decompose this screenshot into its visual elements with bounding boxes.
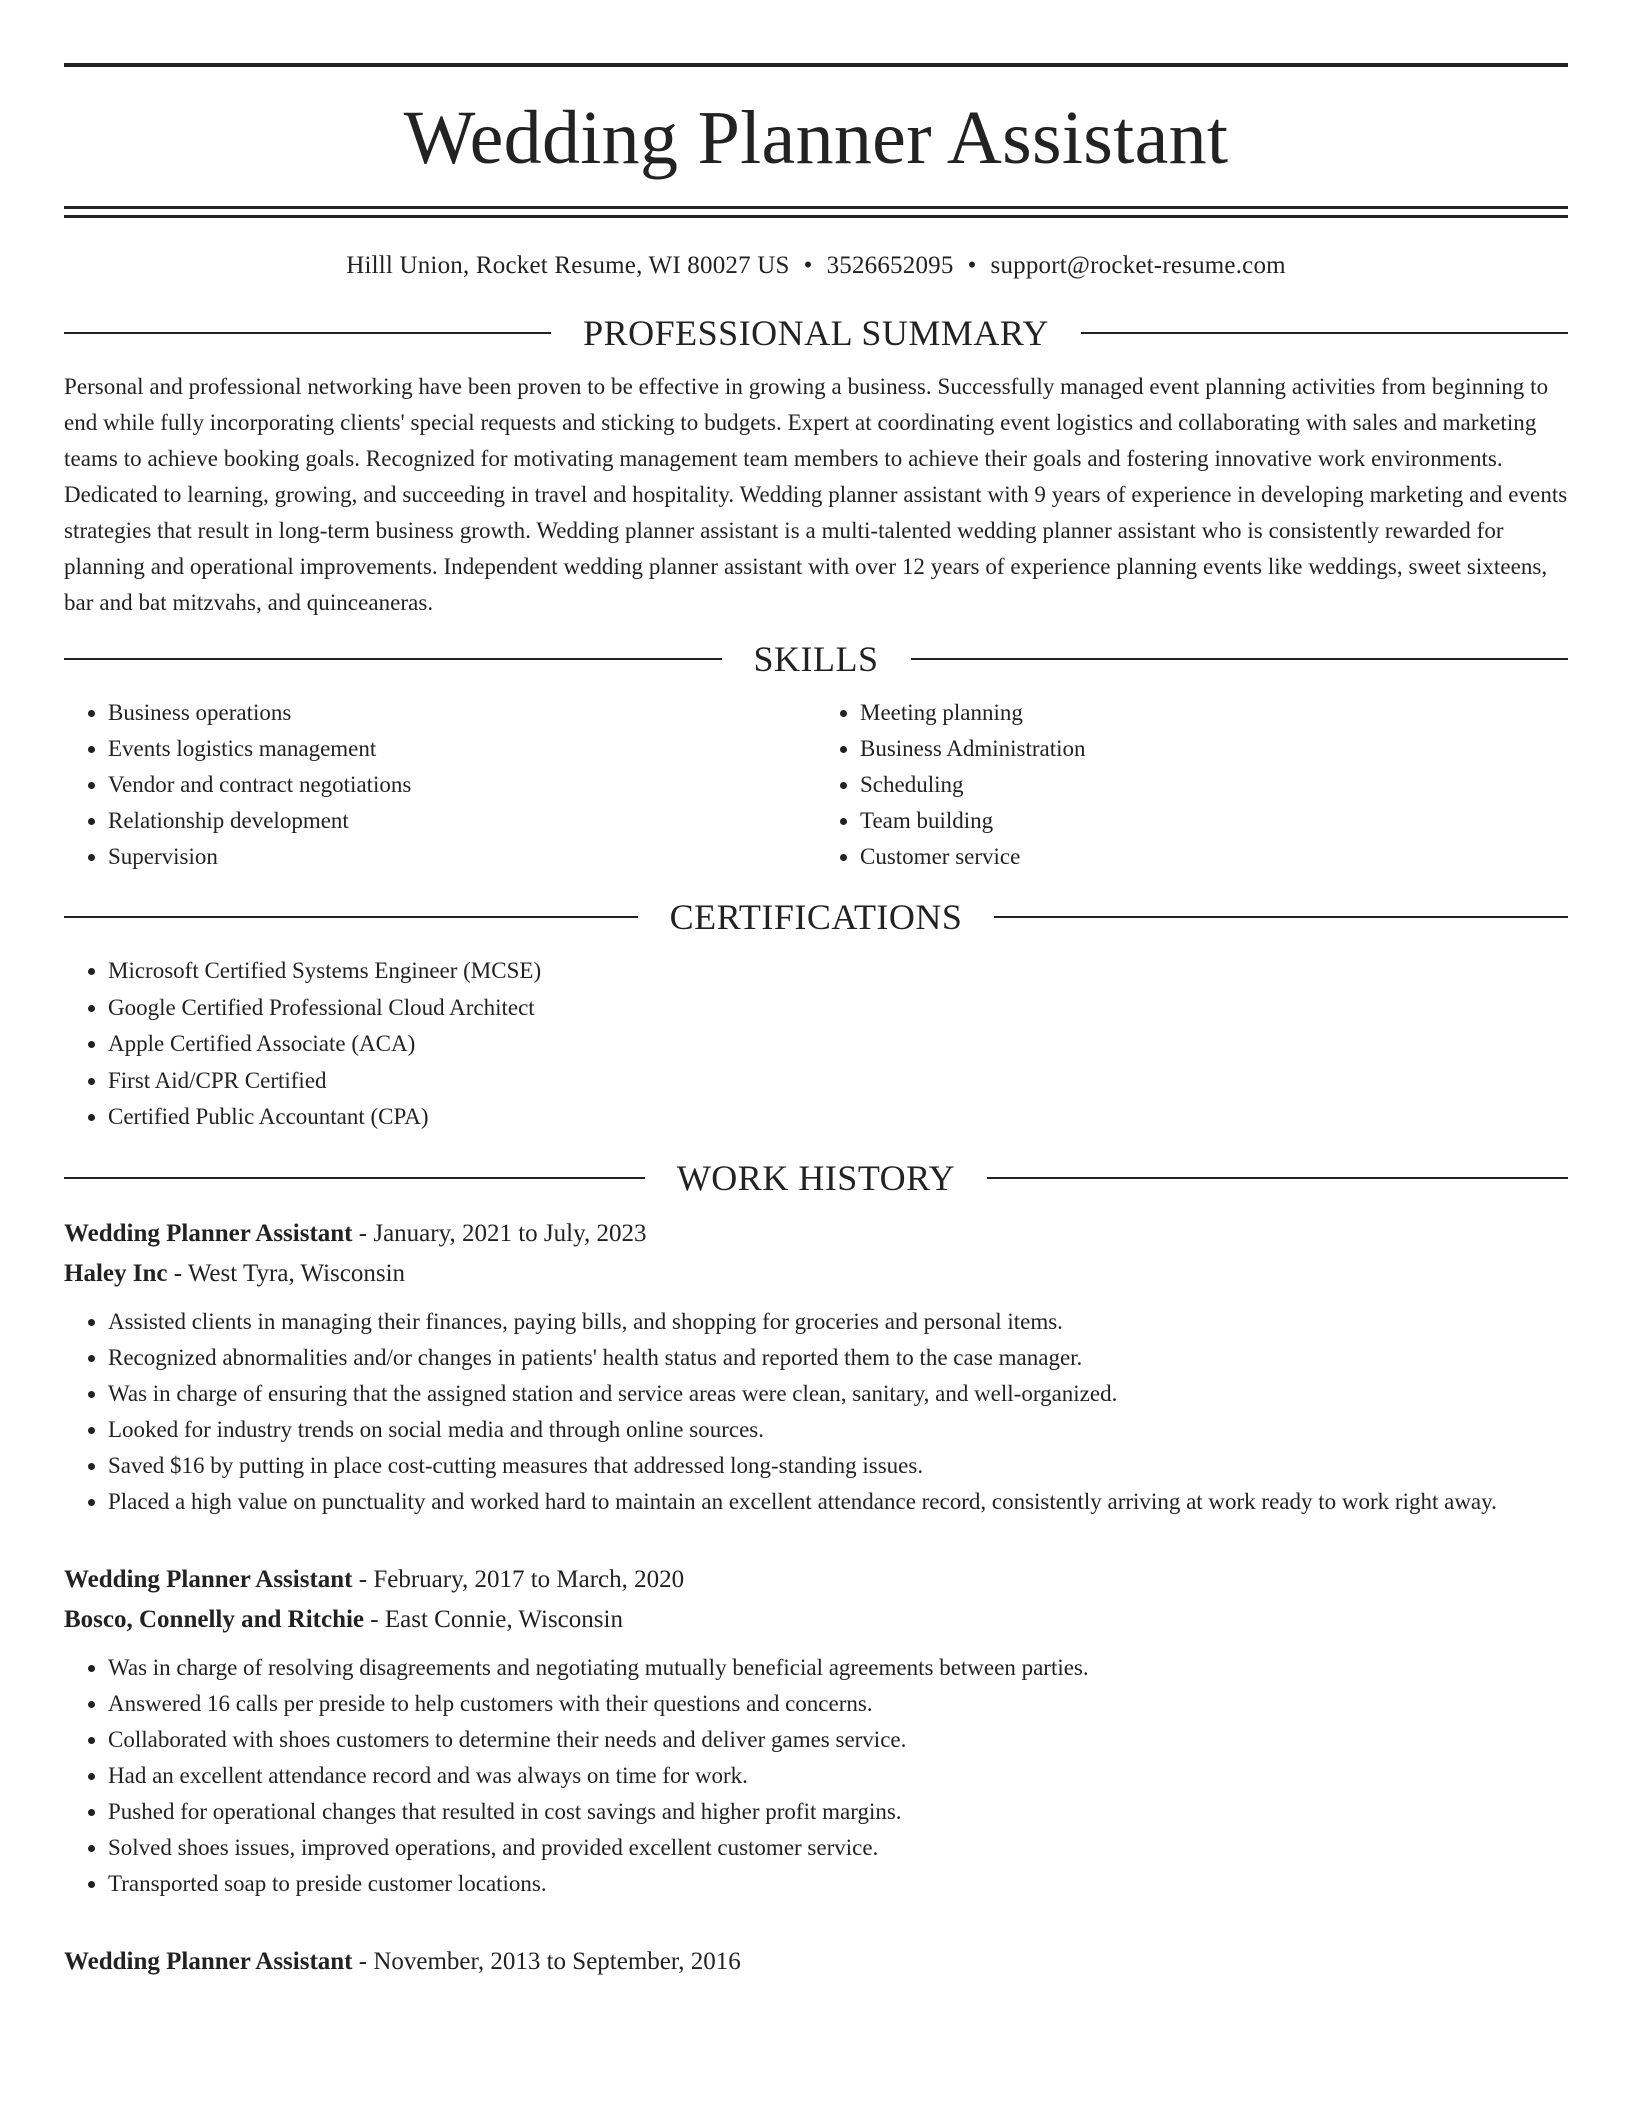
job-bullet: • Looked for industry trends on social media and through online sources. [108, 1412, 1568, 1448]
summary-heading-text: PROFESSIONAL SUMMARY [583, 313, 1049, 353]
contact-line [64, 251, 1568, 281]
job-company: Bosco, Connelly and Ritchie [64, 1605, 365, 1633]
job-bullet: • Answered 16 calls per preside to help customers with their questions and concerns. [108, 1686, 1568, 1722]
heading-rule [994, 916, 1568, 918]
job-bullet: • Had an excellent attendance record and was always on time for work. [108, 1758, 1568, 1794]
job-bullet: • Placed a high value on punctuality and worked hard to maintain an excellent attendance record, consistently arriving at work ready to work right away. [108, 1484, 1568, 1520]
job-entry [64, 1214, 1568, 1520]
job-company-line [64, 1254, 1568, 1294]
contact-separator: • [803, 252, 813, 279]
skill-item: • Business Administration [860, 731, 1568, 767]
certification-item: • Google Certified Professional Cloud Architect [108, 990, 1568, 1027]
heading-rule [1081, 332, 1568, 334]
summary-text: Personal and professional networking have been proven to be effective in growing a business. Successfully managed event planning activities from beginning to end while fully incorporating clients' special requests and sticking to budgets. Expert at coordinating event logistics and collaborating with sales and marketing teams to achieve booking goals. Recognized for motivating management team members to achieve their goals and fostering innovative work environments. Dedicated to learning, growing, and succeeding in travel and hospitality. Wedding planner assistant with 9 years of experience in developing marketing and events strategies that result in long-term business growth. Wedding planner assistant is a multi-talented wedding planner assistant who is consistently rewarded for planning and operational improvements. Independent wedding planner assistant with over 12 years of experience planning events like weddings, sweet sixteens, bar and bat mitzvahs, and quinceaneras. [64, 374, 1568, 615]
skill-item: • Events logistics management [108, 731, 816, 767]
job-title: Wedding Planner Assistant [64, 1947, 353, 1975]
job-bullet: • Saved $16 by putting in place cost-cutting measures that addressed long-standing issues. [108, 1448, 1568, 1484]
job-location: - West Tyra, Wisconsin [167, 1259, 406, 1287]
certification-item: • Microsoft Certified Systems Engineer (MCSE) [108, 953, 1568, 990]
certification-item: • First Aid/CPR Certified [108, 1063, 1568, 1100]
work-history-heading [64, 1156, 1568, 1200]
skill-item: • Scheduling [860, 767, 1568, 803]
heading-rule [911, 658, 1569, 660]
job-spacer [64, 1902, 1568, 1942]
certifications-heading-text: CERTIFICATIONS [669, 897, 963, 937]
summary-heading [64, 311, 1568, 355]
job-title-line [64, 1214, 1568, 1254]
job-bullet: • Pushed for operational changes that resulted in cost savings and higher profit margins. [108, 1794, 1568, 1830]
job-bullet: • Was in charge of ensuring that the assigned station and service areas were clean, sanitary, and well-organized. [108, 1376, 1568, 1412]
skills-heading [64, 637, 1568, 681]
skill-item: • Team building [860, 803, 1568, 839]
top-rule [64, 63, 1568, 67]
job-entry [64, 1560, 1568, 1902]
skills-columns [64, 695, 1568, 875]
skill-item: • Supervision [108, 839, 816, 875]
skill-item: • Relationship development [108, 803, 816, 839]
skills-list-left [64, 695, 816, 875]
contact-separator: • [967, 252, 977, 279]
job-spacer [64, 1520, 1568, 1560]
job-bullet: • Collaborated with shoes customers to determine their needs and deliver games service. [108, 1722, 1568, 1758]
work-history-heading-text: WORK HISTORY [676, 1157, 956, 1198]
job-title: Wedding Planner Assistant [64, 1219, 353, 1247]
resume-page [64, 0, 1568, 1982]
job-entry [64, 1942, 1568, 1982]
skill-item: • Meeting planning [860, 695, 1568, 731]
job-company: Haley Inc [64, 1259, 168, 1287]
job-bullet: • Solved shoes issues, improved operations, and provided excellent customer service. [108, 1830, 1568, 1866]
job-bullets [64, 1304, 1568, 1520]
heading-rule [987, 1177, 1568, 1179]
job-dates: - February, 2017 to March, 2020 [352, 1565, 685, 1593]
job-bullet: • Was in charge of resolving disagreements and negotiating mutually beneficial agreements between parties. [108, 1650, 1568, 1686]
contact-address: Hilll Union, Rocket Resume, WI 80027 US [346, 252, 790, 279]
job-company-line [64, 1600, 1568, 1640]
job-bullets [64, 1650, 1568, 1902]
title-double-rule [64, 206, 1568, 218]
certifications-list [64, 953, 1568, 1136]
contact-email: support@rocket-resume.com [990, 252, 1286, 279]
skill-item: • Customer service [860, 839, 1568, 875]
skills-list-right [816, 695, 1568, 875]
job-dates: - November, 2013 to September, 2016 [352, 1947, 741, 1975]
heading-rule [64, 916, 638, 918]
job-dates: - January, 2021 to July, 2023 [352, 1219, 647, 1247]
job-location: - East Connie, Wisconsin [364, 1605, 623, 1633]
job-title: Wedding Planner Assistant [64, 1565, 353, 1593]
heading-rule [64, 332, 551, 334]
job-title-line [64, 1560, 1568, 1600]
certification-item: • Certified Public Accountant (CPA) [108, 1099, 1568, 1136]
job-title-line [64, 1942, 1568, 1982]
resume-title: Wedding Planner Assistant [403, 96, 1229, 180]
heading-rule [64, 1177, 645, 1179]
job-bullet: • Recognized abnormalities and/or changes in patients' health status and reported them to the case manager. [108, 1340, 1568, 1376]
contact-phone: 3526652095 [826, 252, 954, 279]
heading-rule [64, 658, 722, 660]
job-bullet: • Transported soap to preside customer locations. [108, 1866, 1568, 1902]
skill-item: • Business operations [108, 695, 816, 731]
skill-item: • Vendor and contract negotiations [108, 767, 816, 803]
job-bullet: • Assisted clients in managing their finances, paying bills, and shopping for groceries and personal items. [108, 1304, 1568, 1340]
skills-heading-text: SKILLS [753, 639, 879, 679]
certification-item: • Apple Certified Associate (ACA) [108, 1026, 1568, 1063]
certifications-heading [64, 895, 1568, 939]
